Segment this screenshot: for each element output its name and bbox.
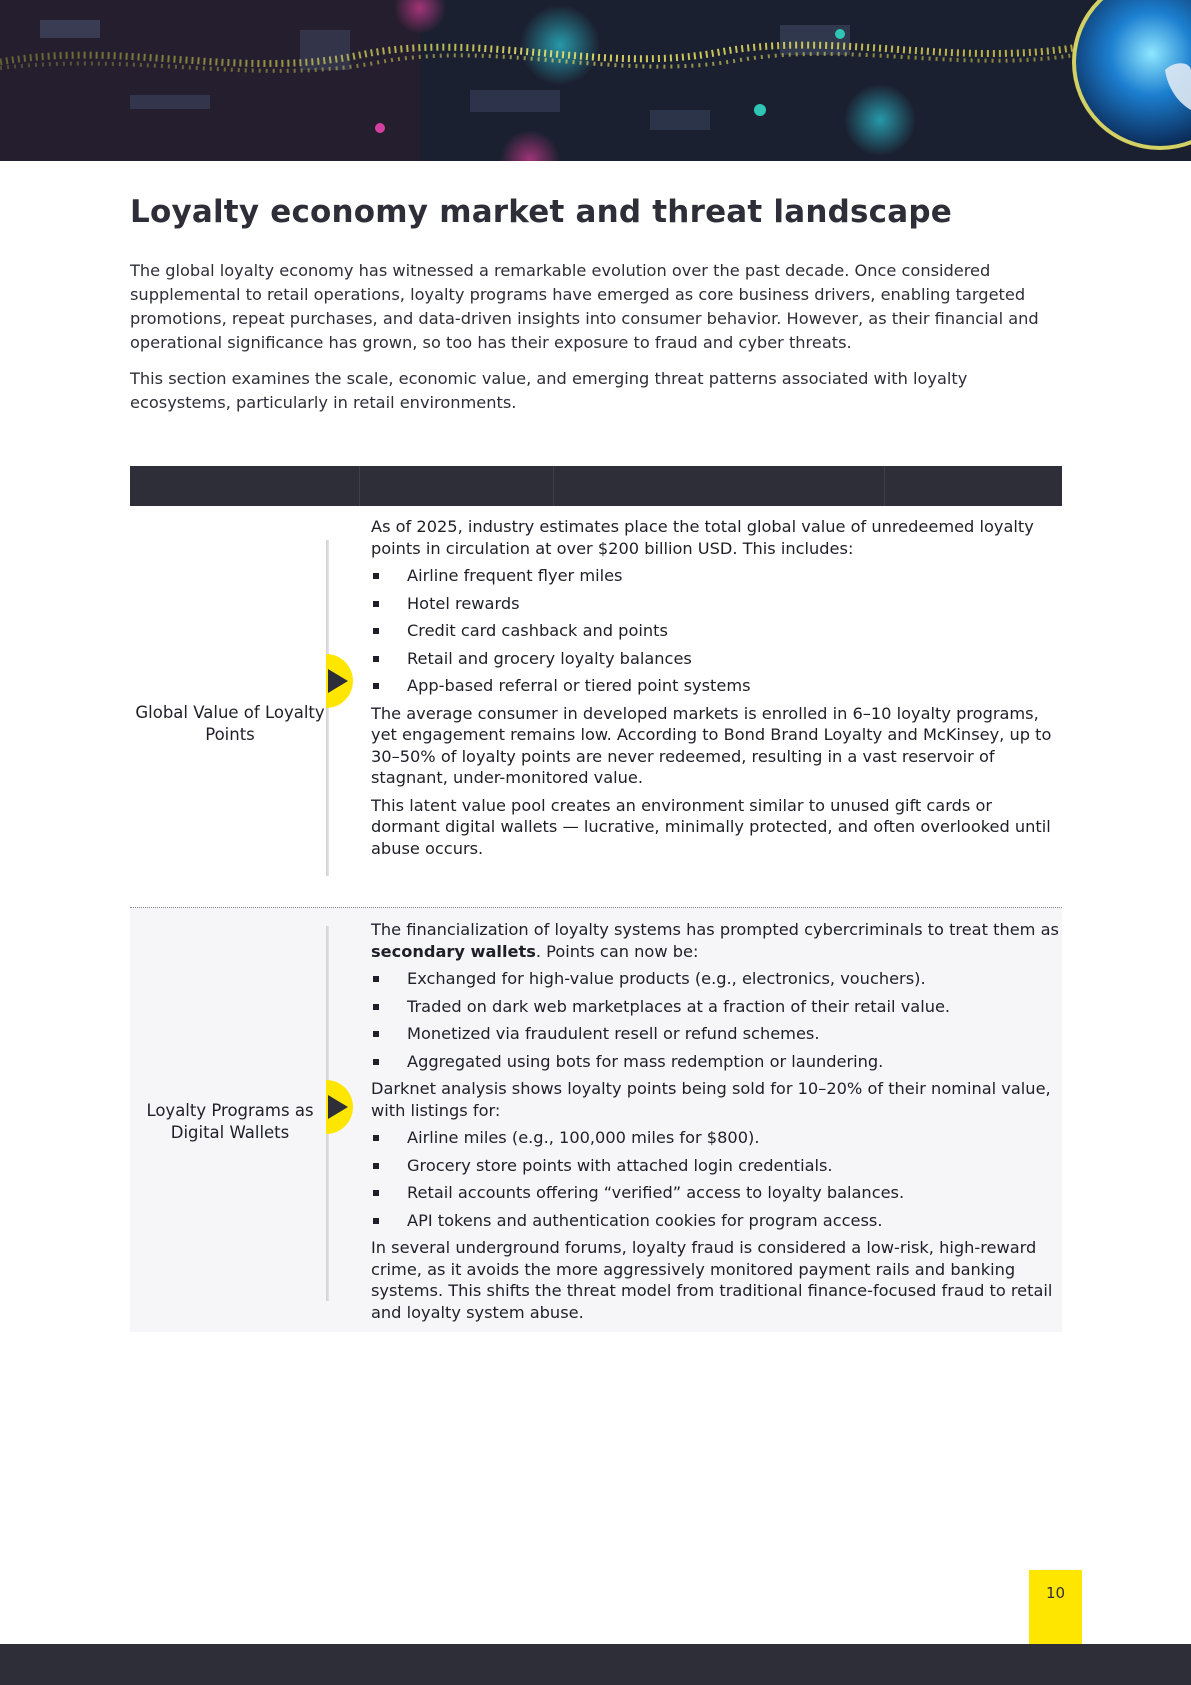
- table-header-bar: [130, 466, 1062, 506]
- list-item: Airline miles (e.g., 100,000 miles for $800).: [371, 1127, 1061, 1149]
- header-banner-image: [0, 0, 1191, 161]
- loyalty-threat-table: [130, 466, 1062, 1332]
- list-item: Aggregated using bots for mass redemption or laundering.: [371, 1051, 1061, 1073]
- list-item: Monetized via fraudulent resell or refund schemes.: [371, 1023, 1061, 1045]
- table-row: [130, 506, 1062, 907]
- intro-text-b: . Points can now be:: [535, 941, 699, 961]
- header-divider: [359, 466, 360, 506]
- row-content: [371, 516, 1061, 865]
- list-item: Retail accounts offering “verified” access to loyalty balances.: [371, 1182, 1061, 1204]
- bullet-list: [371, 565, 1061, 697]
- banner-graphic: [0, 0, 1191, 161]
- list-item: Grocery store points with attached login credentials.: [371, 1155, 1061, 1177]
- row-label: Global Value of Loyalty Points: [135, 703, 325, 744]
- list-item: Credit card cashback and points: [371, 620, 1061, 642]
- row-paragraph: This latent value pool creates an environment similar to unused gift cards or dormant digital wallets — lucrative, minimally protected, and often overlooked until abuse occurs.: [371, 795, 1051, 858]
- list-item: Traded on dark web marketplaces at a fraction of their retail value.: [371, 996, 1061, 1018]
- intro-paragraph-2: This section examines the scale, economic value, and emerging threat patterns associated with loyalty ecosystems, particularly in retail environments.: [130, 369, 968, 412]
- page-number: 10: [1045, 1584, 1066, 1602]
- list-item: App-based referral or tiered point systems: [371, 675, 1061, 697]
- row-intro: [371, 919, 1061, 962]
- play-arrow-icon: [326, 1080, 360, 1134]
- row-intro: As of 2025, industry estimates place the total global value of unredeemed loyalty points in circulation at over $200 billion USD. This includes:: [371, 517, 1034, 558]
- list-item: Retail and grocery loyalty balances: [371, 648, 1061, 670]
- row-label: Loyalty Programs as Digital Wallets: [146, 1101, 314, 1142]
- bullet-list: [371, 968, 1061, 1072]
- list-item: Hotel rewards: [371, 593, 1061, 615]
- play-arrow-icon: [326, 654, 360, 708]
- list-item: Airline frequent flyer miles: [371, 565, 1061, 587]
- row-divider-line: [326, 540, 329, 876]
- intro-text-a: The financialization of loyalty systems has prompted cybercriminals to treat them as: [371, 920, 1059, 939]
- header-divider: [884, 466, 885, 506]
- table-row: [130, 907, 1062, 1332]
- intro-text: [130, 259, 1070, 427]
- row-paragraph: The average consumer in developed markets is enrolled in 6–10 loyalty programs, yet engagement remains low. According to Bond Brand Loyalty and McKinsey, up to 30–50% of loyalty points are never redeemed, resulting in a vast reservoir of stagnant, under-monitored value.: [371, 703, 1052, 787]
- page-title: Loyalty economy market and threat landscape: [130, 194, 952, 230]
- footer-bar: [0, 1644, 1191, 1685]
- list-item: Exchanged for high-value products (e.g., electronics, vouchers).: [371, 968, 1061, 990]
- header-divider: [553, 466, 554, 506]
- intro-bold-term: secondary wallets: [371, 941, 536, 961]
- list-item: API tokens and authentication cookies for program access.: [371, 1210, 1061, 1232]
- row-paragraph: In several underground forums, loyalty fraud is considered a low-risk, high-reward crime, as it avoids the more aggressively monitored payment rails and banking systems. This shifts the threat model from traditional finance-focused fraud to retail and loyalty system abuse.: [371, 1238, 1053, 1322]
- bullet-list: [371, 1127, 1061, 1231]
- intro-paragraph-1: The global loyalty economy has witnessed a remarkable evolution over the past decade. Once considered supplemental to retail operations, loyalty programs have emerged as core business drivers, enabling targeted promotions, repeat purchases, and data-driven insights into consumer behavior. However, as their financial and operational significance has grown, so too has their exposure to fraud and cyber threats.: [130, 261, 1039, 352]
- row-paragraph: Darknet analysis shows loyalty points being sold for 10–20% of their nominal value, with listings for:: [371, 1079, 1051, 1120]
- row-content: [371, 919, 1061, 1329]
